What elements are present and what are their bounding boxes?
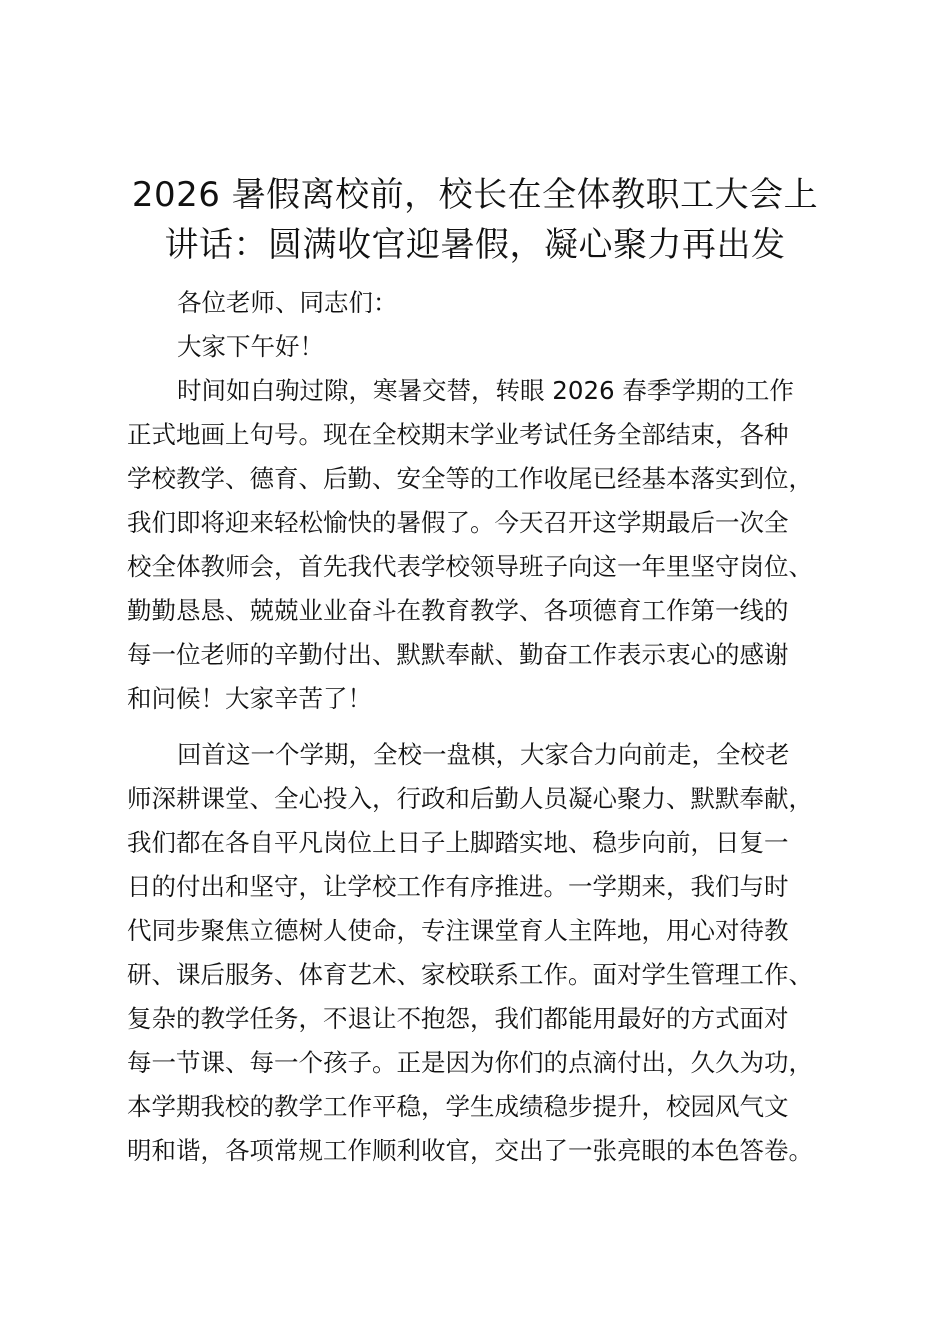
title-line: 讲话：圆满收官迎暑假，凝心聚力再出发 (164, 225, 786, 265)
paragraph-line: 和问候！大家辛苦了！ (127, 684, 372, 713)
paragraph-line: 师深耕课堂、全心投入，行政和后勤人员凝心聚力、默默奉献， (127, 784, 813, 813)
paragraph-line: 日的付出和坚守，让学校工作有序推进。一学期来，我们与时 (127, 872, 789, 901)
paragraph-line: 校全体教师会，首先我代表学校领导班子向这一年里坚守岗位、 (127, 552, 813, 581)
greeting: 大家下午好！ (177, 332, 324, 361)
paragraph-line: 时间如白驹过隙，寒暑交替，转眼 2026 春季学期的工作 (177, 376, 794, 405)
paragraph-line: 复杂的教学任务，不退让不抱怨，我们都能用最好的方式面对 (127, 1004, 789, 1033)
paragraph-line: 代同步聚焦立德树人使命，专注课堂育人主阵地，用心对待教 (127, 916, 789, 945)
paragraph-1 (127, 369, 859, 721)
paragraph-line: 每一位老师的辛勤付出、默默奉献、勤奋工作表示衷心的感谢 (127, 640, 789, 669)
paragraph-line: 研、课后服务、体育艺术、家校联系工作。面对学生管理工作、 (127, 960, 813, 989)
paragraph-line: 每一节课、每一个孩子。正是因为你们的点滴付出，久久为功， (127, 1048, 813, 1077)
paragraph-line: 勤勤恳恳、兢兢业业奋斗在教育教学、各项德育工作第一线的 (127, 596, 789, 625)
paragraph-2 (127, 733, 859, 1173)
paragraph-line: 我们都在各自平凡岗位上日子上脚踏实地、稳步向前，日复一 (127, 828, 789, 857)
document-body (127, 281, 859, 1173)
paragraph-line: 回首这一个学期，全校一盘棋，大家合力向前走，全校老 (177, 740, 790, 769)
paragraph-gap (127, 721, 859, 733)
paragraph-line: 正式地画上句号。现在全校期末学业考试任务全部结束，各种 (127, 420, 789, 449)
paragraph-line: 我们即将迎来轻松愉快的暑假了。今天召开这学期最后一次全 (127, 508, 789, 537)
document-title (118, 170, 832, 270)
paragraph-line: 明和谐，各项常规工作顺利收官，交出了一张亮眼的本色答卷。 (127, 1136, 813, 1165)
salutation: 各位老师、同志们： (177, 288, 398, 317)
paragraph-line: 学校教学、德育、后勤、安全等的工作收尾已经基本落实到位， (127, 464, 813, 493)
title-line: 2026 暑假离校前，校长在全体教职工大会上 (131, 175, 819, 215)
paragraph-line: 本学期我校的教学工作平稳，学生成绩稳步提升，校园风气文 (127, 1092, 789, 1121)
